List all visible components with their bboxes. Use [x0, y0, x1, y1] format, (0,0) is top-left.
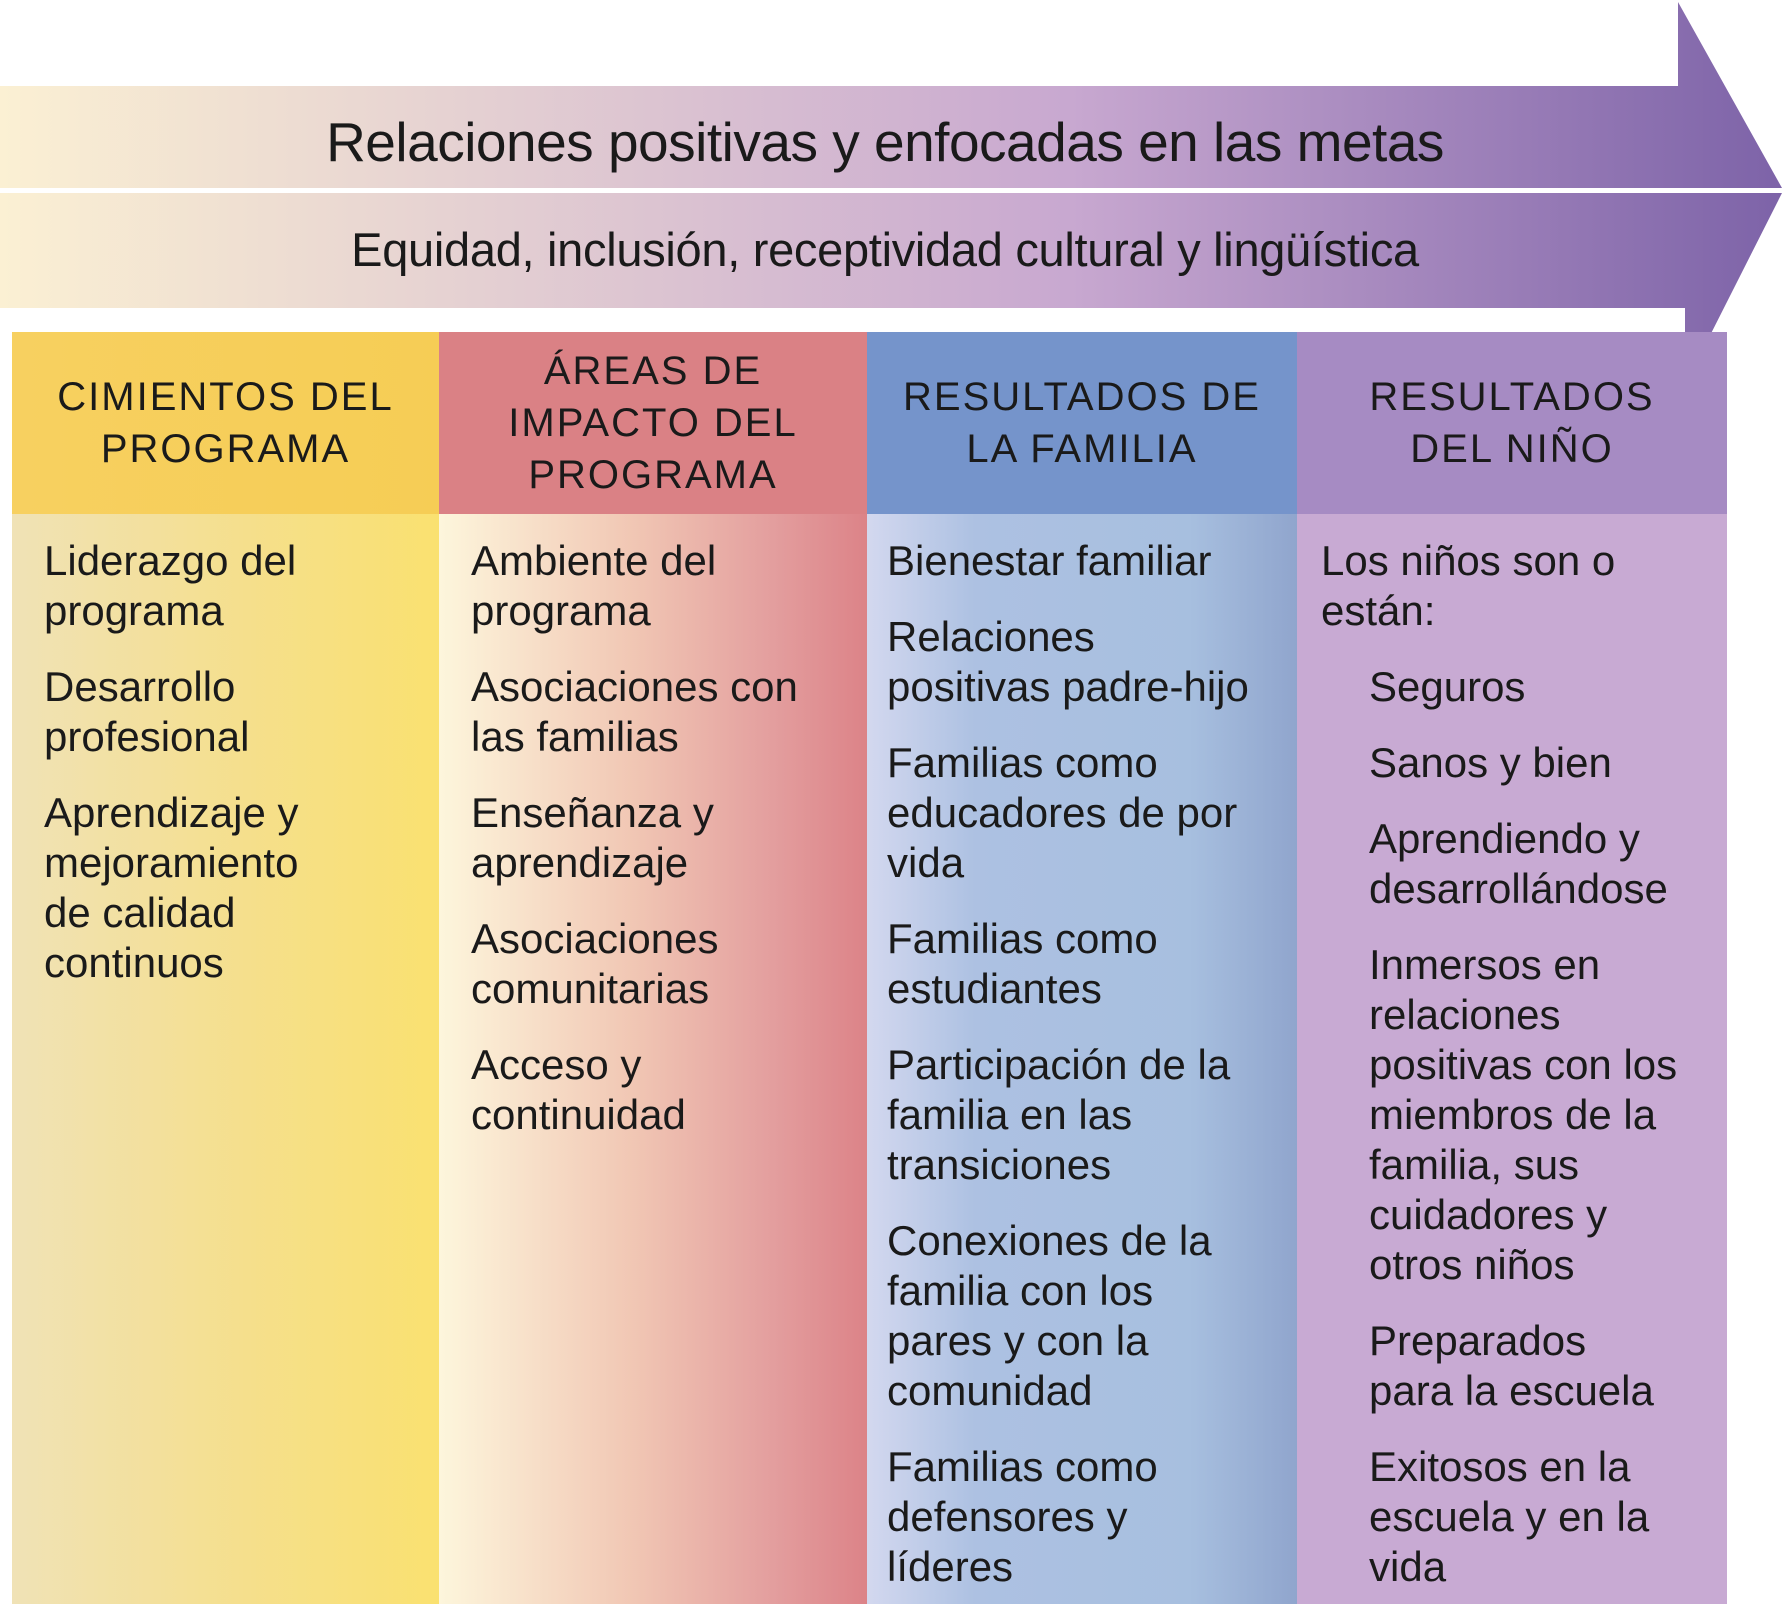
column-program-impact-areas [439, 332, 867, 1604]
list-item: Aprendizaje y mejoramiento de calidad continuos [44, 789, 299, 986]
band-title-relationships: Relaciones positivas y enfocadas en las metas [326, 111, 1444, 173]
column-body [439, 514, 867, 1604]
band-title-equity: Equidad, inclusión, receptividad cultural y lingüística [351, 223, 1419, 276]
column-heading [12, 332, 439, 514]
list-item: Aprendiendo y desarrollándose [1369, 815, 1668, 912]
column-child-outcomes [1297, 332, 1727, 1604]
item-list [887, 536, 1297, 1592]
list-item: Participación de la familia en las transiciones [887, 1041, 1231, 1188]
list-item: Liderazgo del programa [44, 537, 297, 634]
item-list [44, 536, 439, 988]
column-body [867, 514, 1297, 1604]
column-heading-text: CIMIENTOS DEL PROGRAMA [57, 375, 394, 471]
list-item: Familias como estudiantes [887, 915, 1158, 1012]
column-heading [1297, 332, 1727, 514]
column-program-foundations [12, 332, 439, 1604]
item-list [1321, 662, 1727, 1592]
list-item: Conexiones de la familia con los pares y con la comunidad [887, 1217, 1212, 1414]
list-item: Enseñanza y aprendizaje [471, 789, 714, 886]
column-family-outcomes [867, 332, 1297, 1604]
item-list [471, 536, 867, 1140]
list-item: Sanos y bien [1369, 739, 1612, 786]
list-item: Asociaciones con las familias [471, 663, 798, 760]
list-item: Preparados para la escuela [1369, 1317, 1654, 1414]
list-item: Familias como educadores de por vida [887, 739, 1238, 886]
list-item: Desarrollo profesional [44, 663, 250, 760]
list-item: Exitosos en la escuela y en la vida [1369, 1443, 1650, 1590]
list-item: Asociaciones comunitarias [471, 915, 719, 1012]
column-heading [439, 332, 867, 514]
list-item: Familias como defensores y líderes [887, 1443, 1158, 1590]
column-intro-text: Los niños son o están: [1321, 537, 1616, 634]
column-heading-text: RESULTADOS DEL NIÑO [1369, 375, 1655, 471]
column-body [1297, 514, 1727, 1604]
column-body [12, 514, 439, 1604]
list-item: Relaciones positivas padre-hijo [887, 613, 1249, 710]
list-item: Seguros [1369, 663, 1526, 710]
list-item: Bienestar familiar [887, 537, 1212, 584]
list-item: Inmersos en relaciones positivas con los miembros de la familia, sus cuidadores y otros niños [1369, 941, 1678, 1288]
column-heading [867, 332, 1297, 514]
column-heading-text: ÁREAS DE IMPACTO DEL PROGRAMA [508, 349, 798, 497]
column-heading-text: RESULTADOS DE LA FAMILIA [903, 375, 1261, 471]
list-item: Ambiente del programa [471, 537, 717, 634]
list-item: Acceso y continuidad [471, 1041, 686, 1138]
